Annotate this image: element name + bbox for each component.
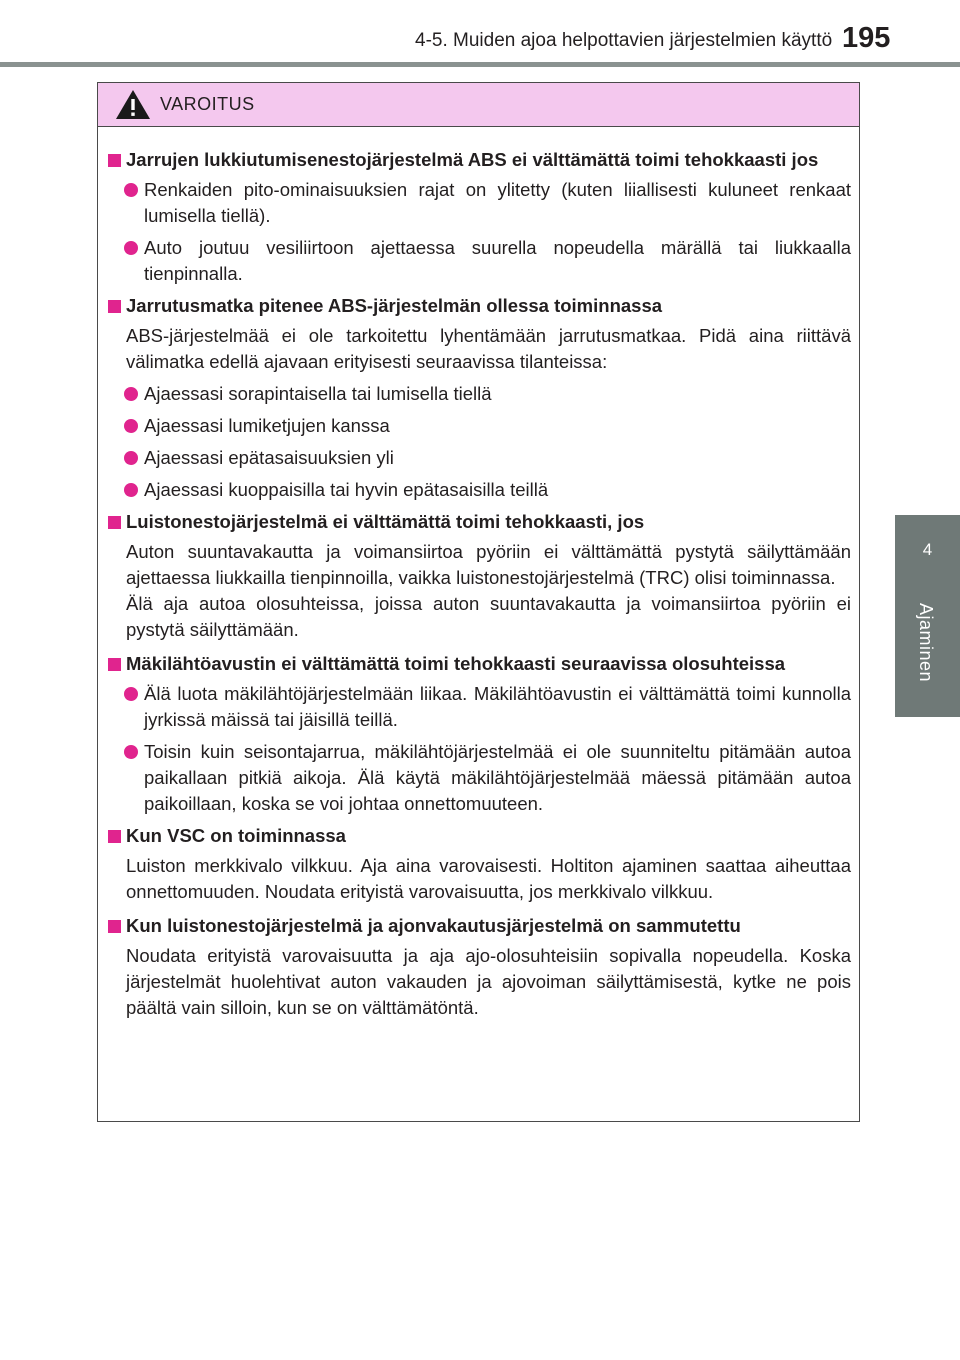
chapter-tab[interactable]	[895, 515, 960, 597]
square-bullet-icon	[108, 658, 121, 671]
section-title	[106, 509, 851, 535]
section-paragraph: Auton suuntavakautta ja voimansiirtoa pyöriin ei välttämättä pystytä säilyttämään ajettaessa liukkailla tienpinnoilla, vaikka luistonestojärjestelmä (TRC) olisi toiminnassa.	[126, 541, 851, 588]
square-bullet-icon	[108, 516, 121, 529]
page-header	[0, 0, 960, 66]
round-bullet-icon	[124, 745, 138, 759]
round-bullet-icon	[124, 483, 138, 497]
square-bullet-icon	[108, 830, 121, 843]
list-item	[106, 381, 851, 407]
section-paragraph: ABS-järjestelmää ei ole tarkoitettu lyhentämään jarrutusmatkaa. Pidä aina riittävä välimatka edellä ajavaan erityisesti seuraavissa tilanteissa:	[126, 325, 851, 372]
section-paragraph: Noudata erityistä varovaisuutta ja aja ajo-olosuhteisiin sopivalla nopeudella. Koska järjestelmät huolehtivat auton vakauden ja ajovoiman säilyttämisestä, kytke ne pois päältä vain silloin, kun se on välttämätöntä.	[126, 945, 851, 1018]
list-item-text: Älä luota mäkilähtöjärjestelmään liikaa. Mäkilähtöavustin ei välttämättä toimi kunnolla jyrkissä mäissä tai jäisillä teillä.	[144, 683, 851, 730]
round-bullet-icon	[124, 183, 138, 197]
list-item	[106, 235, 851, 287]
section-paragraph: Luiston merkkivalo vilkkuu. Aja aina varovaisesti. Holtiton ajaminen saattaa aiheuttaa onnettomuuden. Noudata erityistä varovaisuutta, jos merkkivalo vilkkuu.	[126, 855, 851, 902]
list-item	[106, 177, 851, 229]
square-bullet-icon	[108, 920, 121, 933]
warning-label: VAROITUS	[160, 94, 255, 114]
section-title	[106, 913, 851, 939]
header-rule	[0, 62, 960, 67]
list-item-text: Ajaessasi kuoppaisilla tai hyvin epätasaisilla teillä	[144, 479, 549, 500]
list-item	[106, 477, 851, 503]
section-title-text: Jarrujen lukkiutumisenestojärjestelmä ABS ei välttämättä toimi tehokkaasti jos	[126, 149, 819, 170]
square-bullet-icon	[108, 300, 121, 313]
section-paragraph: Älä aja autoa olosuhteissa, joissa auton suuntavakautta ja voimansiirtoa pyöriin ei pystytä säilyttämään.	[126, 593, 851, 640]
round-bullet-icon	[124, 241, 138, 255]
round-bullet-icon	[124, 451, 138, 465]
list-item	[106, 413, 851, 439]
list-item-text: Auto joutuu vesiliirtoon ajettaessa suurella nopeudella märällä tai liukkaalla tienpinnalla.	[144, 237, 851, 284]
list-item-text: Ajaessasi epätasaisuuksien yli	[144, 447, 394, 468]
section-title-text: Kun luistonestojärjestelmä ja ajonvakautusjärjestelmä on sammutettu	[126, 915, 741, 936]
section-title	[106, 823, 851, 849]
warning-triangle-icon	[115, 89, 151, 125]
warning-box	[97, 82, 860, 1122]
list-item-text: Renkaiden pito-ominaisuuksien rajat on ylitetty (kuten liiallisesti kuluneet renkaat lumisella tiellä).	[144, 179, 851, 226]
list-item	[106, 681, 851, 733]
round-bullet-icon	[124, 687, 138, 701]
section-title-text: Mäkilähtöavustin ei välttämättä toimi tehokkaasti seuraavissa olosuhteissa	[126, 653, 786, 674]
chapter-tab-label-text: Ajaminen	[916, 603, 936, 683]
section-title-text: Kun VSC on toiminnassa	[126, 825, 346, 846]
list-item	[106, 445, 851, 471]
chapter-tab-label[interactable]	[895, 597, 960, 717]
round-bullet-icon	[124, 387, 138, 401]
warning-body	[98, 127, 859, 1021]
chapter-tab-number: 4	[922, 540, 933, 559]
section-title	[106, 651, 851, 677]
section-title	[106, 293, 851, 319]
square-bullet-icon	[108, 154, 121, 167]
list-item-text: Ajaessasi sorapintaisella tai lumisella tiellä	[144, 383, 492, 404]
list-item-text: Ajaessasi lumiketjujen kanssa	[144, 415, 390, 436]
section-title-text: Jarrutusmatka pitenee ABS-järjestelmän ollessa toiminnassa	[126, 295, 663, 316]
page-number: 195	[842, 22, 891, 54]
section-title-text: Luistonestojärjestelmä ei välttämättä toimi tehokkaasti, jos	[126, 511, 645, 532]
warning-header	[98, 83, 859, 127]
chapter-title: 4-5. Muiden ajoa helpottavien järjestelmien käyttö	[415, 30, 833, 51]
list-item	[106, 739, 851, 817]
round-bullet-icon	[124, 419, 138, 433]
list-item-text: Toisin kuin seisontajarrua, mäkilähtöjärjestelmää ei ole suunniteltu pitämään autoa paikallaan pitkiä aikoja. Älä käytä mäkilähtöjärjestelmää mäessä pitämään autoa paikoillaan, koska se voi johtaa onnettomuuteen.	[144, 741, 851, 814]
section-title	[106, 147, 851, 173]
